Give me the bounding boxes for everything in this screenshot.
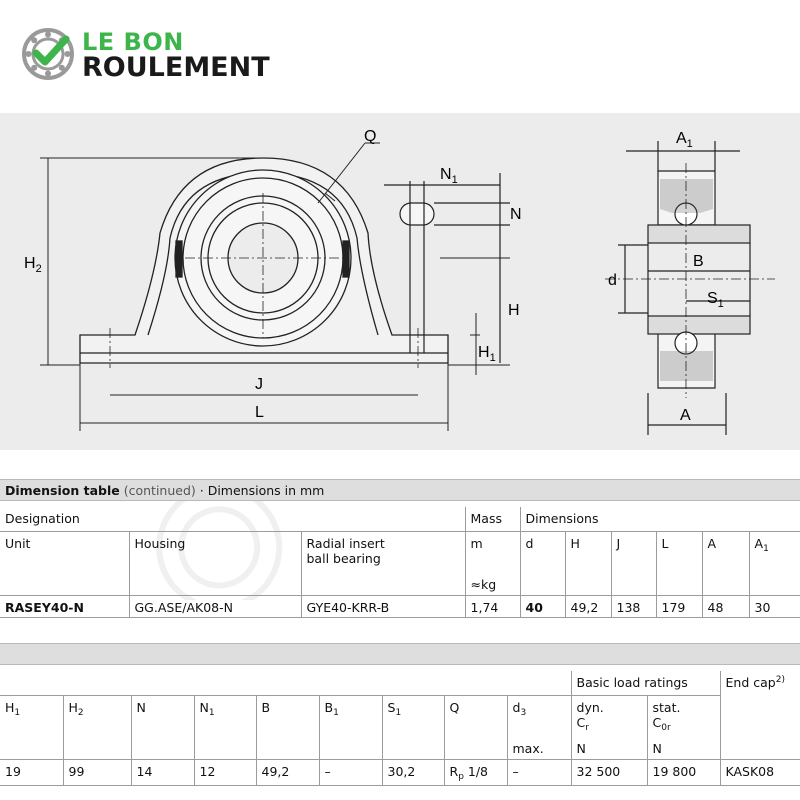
cell-A1: 30: [749, 595, 800, 617]
cell-end-cap: KASK08: [720, 759, 800, 785]
dimension-table-title: Dimension table: [5, 483, 120, 498]
col-unit: Unit: [0, 531, 129, 595]
label-H2: $H_2$: [24, 255, 42, 275]
bearing-check-icon: [22, 28, 74, 80]
cell-B: 49,2: [256, 759, 319, 785]
header-basic-load: Basic load ratings: [571, 671, 720, 695]
cell-N1: 12: [194, 759, 256, 785]
col-housing: Housing: [129, 531, 301, 595]
cell-H2: 99: [63, 759, 131, 785]
brand-line1: LE BON: [82, 28, 184, 56]
col-end-cap: End cap$^{2)}$: [720, 671, 800, 759]
header-dimensions: Dimensions: [520, 507, 800, 531]
table-row: [0, 595, 800, 617]
cell-d: 40: [520, 595, 565, 617]
label-Q: Q: [364, 128, 377, 145]
col-H: H: [565, 531, 611, 595]
technical-drawing: [0, 113, 800, 450]
cell-unit: RASEY40-N: [0, 595, 129, 617]
cell-H1: 19: [0, 759, 63, 785]
col-L: L: [656, 531, 702, 595]
header-designation: Designation: [0, 507, 465, 531]
dimension-table-subtitle: · Dimensions in mm: [199, 483, 325, 498]
col-H2: $H_2$: [63, 695, 131, 759]
load-spacer: [0, 671, 571, 695]
col-Q: Q: [444, 695, 507, 759]
label-B: B: [693, 253, 704, 270]
col-S1: $S_1$: [382, 695, 444, 759]
cell-bearing: GYE40-KRR-B: [301, 595, 465, 617]
cell-L: 179: [656, 595, 702, 617]
cell-housing: GG.ASE/AK08-N: [129, 595, 301, 617]
label-L: L: [255, 404, 264, 421]
cell-N: 14: [131, 759, 194, 785]
label-S1: $S_1$: [707, 290, 724, 310]
dimension-table-continued: (continued): [123, 483, 196, 498]
label-N: N: [510, 206, 522, 223]
col-mass: m ≈kg: [465, 531, 520, 595]
header-mass: Mass: [465, 507, 520, 531]
cell-B1: –: [319, 759, 382, 785]
col-stat-C0r: stat. $C_{0r}$ N: [647, 695, 720, 759]
col-N1: $N_1$: [194, 695, 256, 759]
col-N: N: [131, 695, 194, 759]
dimension-table-2: [0, 671, 800, 786]
dimension-table-header: [0, 479, 800, 501]
brand-line2: ROULEMENT: [82, 52, 270, 83]
cell-mass: 1,74: [465, 595, 520, 617]
col-B1: $B_1$: [319, 695, 382, 759]
cell-A: 48: [702, 595, 749, 617]
label-d: d: [608, 272, 617, 289]
col-B: B: [256, 695, 319, 759]
col-A: A: [702, 531, 749, 595]
table-row: [0, 759, 800, 785]
cell-Q: $R_p$ 1/8: [444, 759, 507, 785]
brand-logo: [22, 26, 302, 84]
cell-S1: 30,2: [382, 759, 444, 785]
cell-J: 138: [611, 595, 656, 617]
label-N1: $N_1$: [440, 166, 458, 186]
col-A1: $A_1$: [749, 531, 800, 595]
label-H1: $H_1$: [478, 344, 496, 364]
label-H: H: [508, 302, 520, 319]
label-A1: $A_1$: [676, 130, 693, 150]
col-dyn-Cr: dyn. $C_r$ N: [571, 695, 647, 759]
col-d3: $d_3$ max.: [507, 695, 571, 759]
col-d: d: [520, 531, 565, 595]
dimension-table-1: [0, 507, 800, 618]
col-J: J: [611, 531, 656, 595]
table2-header-bar: [0, 643, 800, 665]
label-A: A: [680, 407, 691, 424]
cell-C0r: 19 800: [647, 759, 720, 785]
cell-H: 49,2: [565, 595, 611, 617]
col-radial-insert: Radial insert ball bearing: [301, 531, 465, 595]
col-H1: $H_1$: [0, 695, 63, 759]
cell-Cr: 32 500: [571, 759, 647, 785]
cell-d3: –: [507, 759, 571, 785]
label-J: J: [255, 376, 263, 393]
